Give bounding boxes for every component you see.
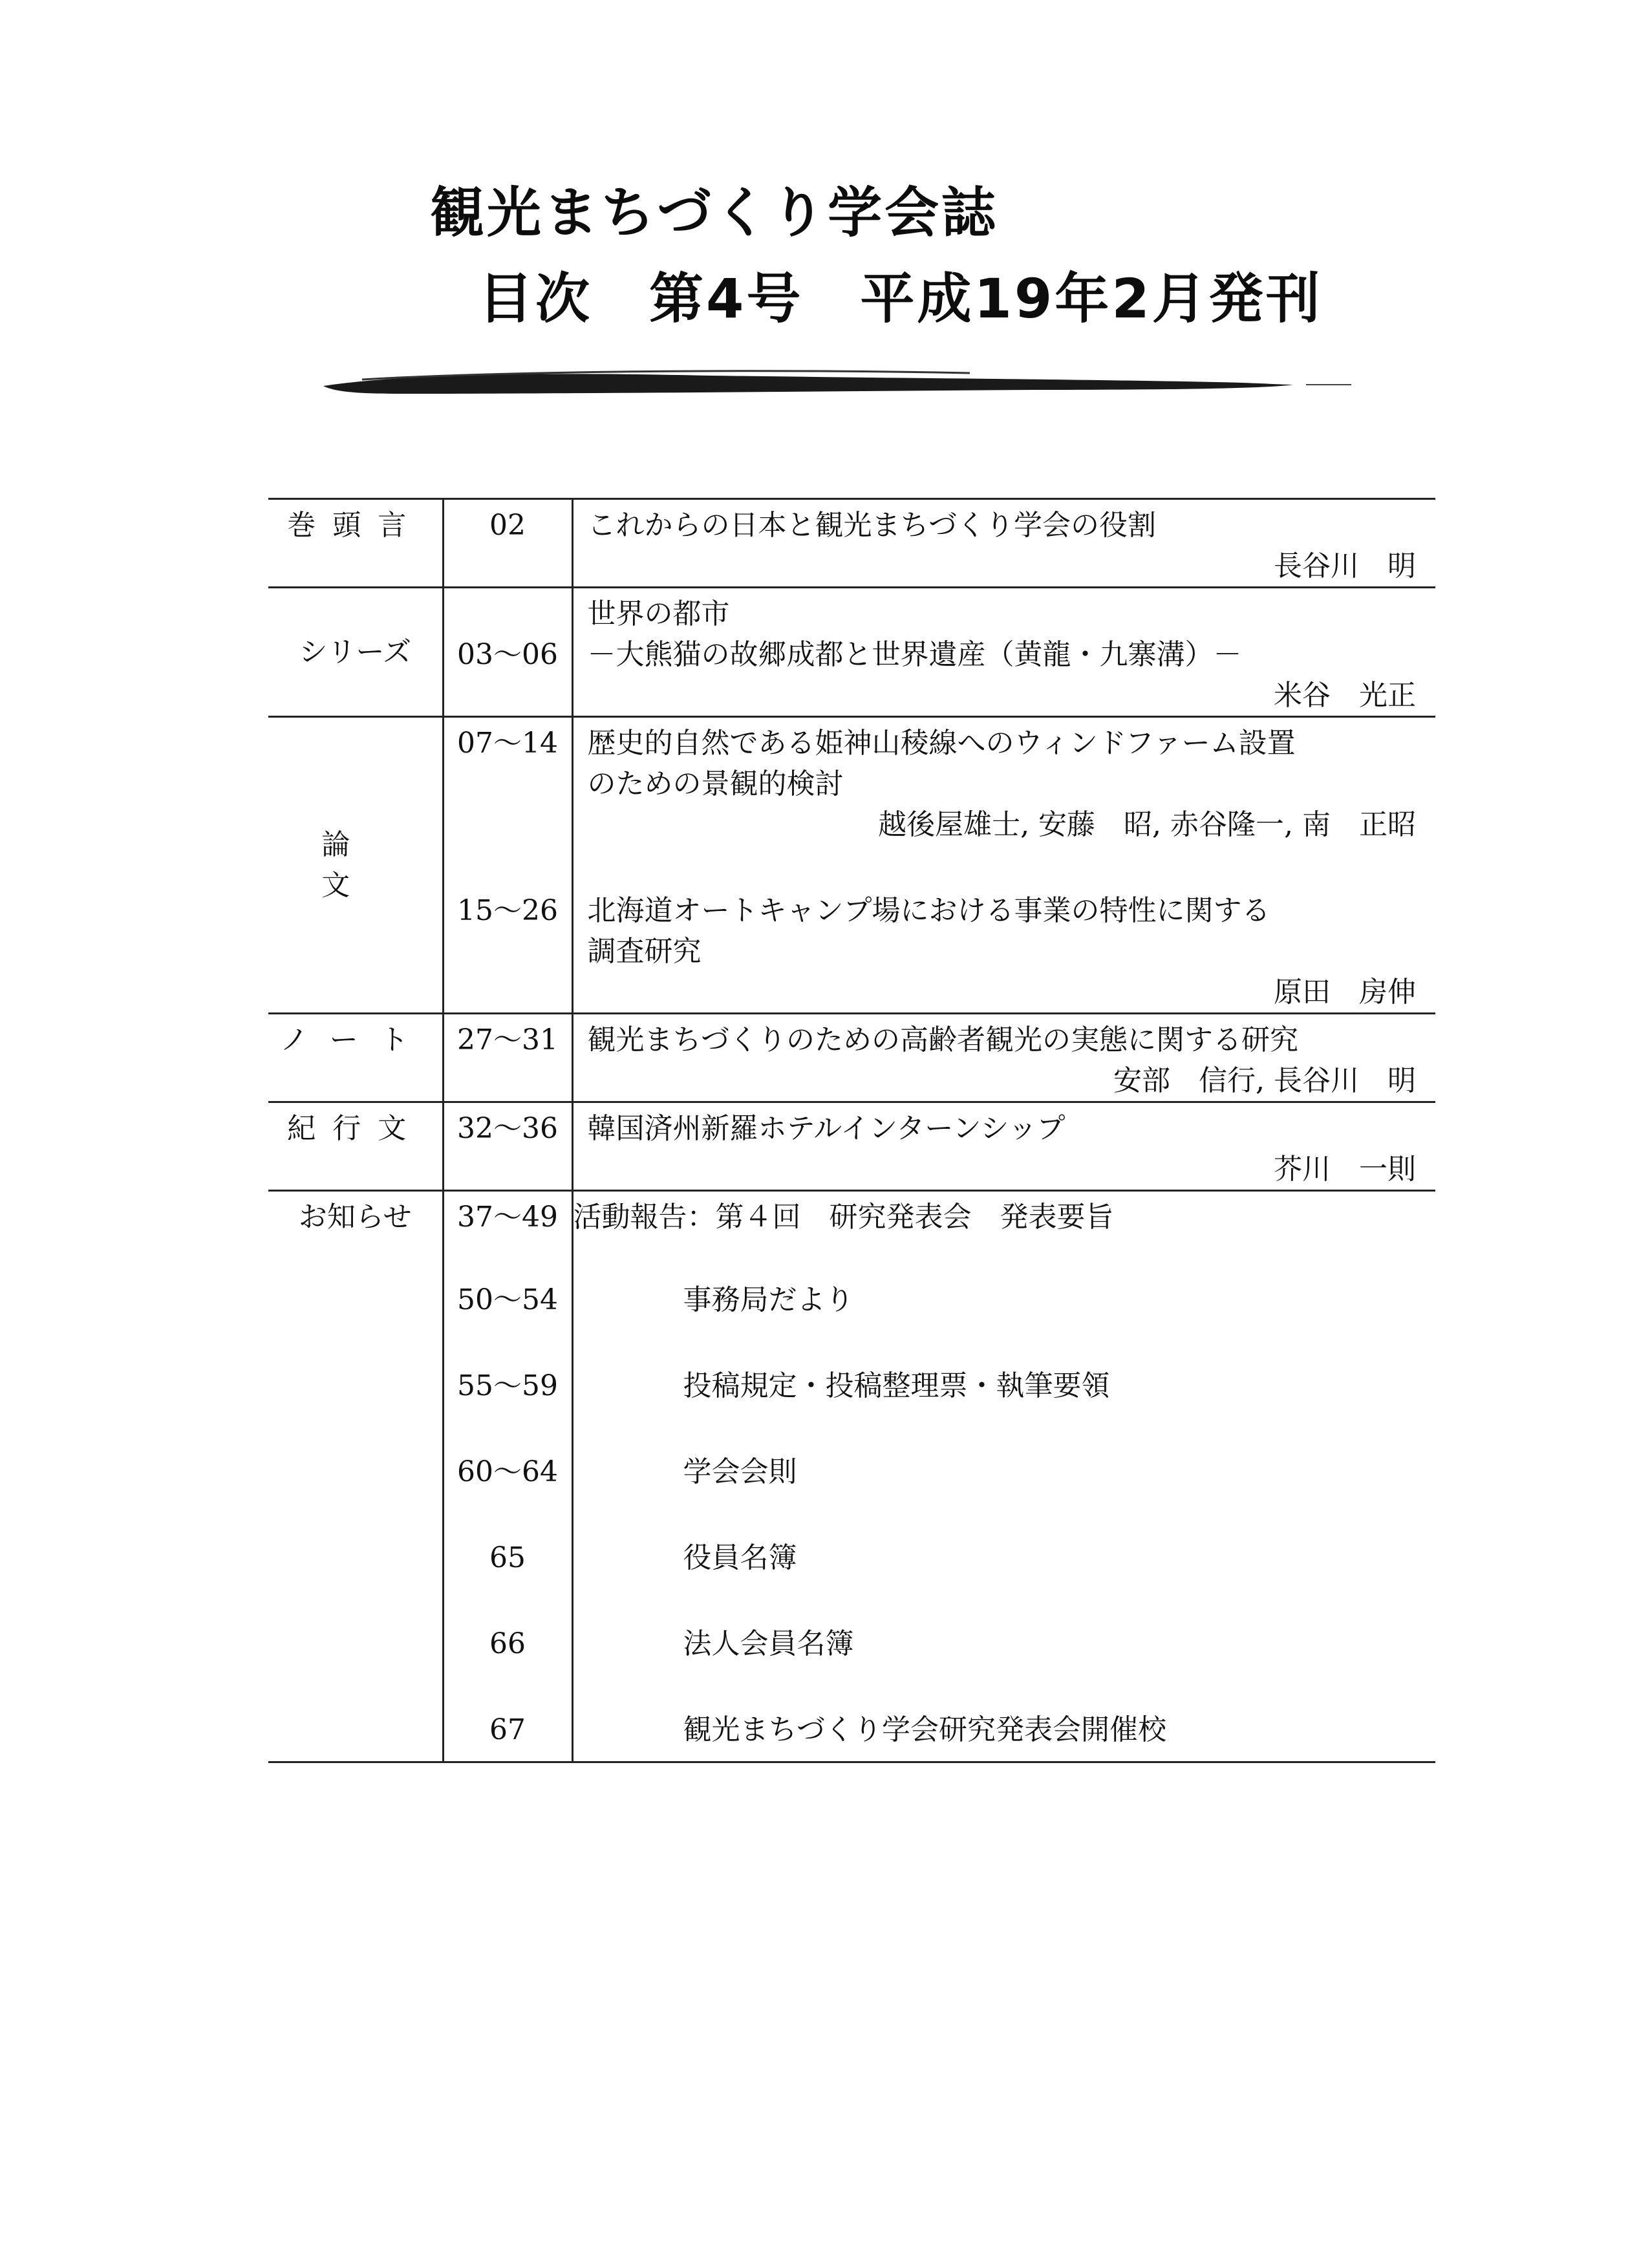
entry-title: 役員名簿 — [683, 1541, 797, 1574]
page-range: 27～31 — [443, 1014, 572, 1102]
entry-title: －大熊猫の故郷成都と世界遺産（黄龍・九寨溝）－ — [587, 638, 1242, 671]
toc-row — [268, 588, 1435, 717]
category-label: 紀行文 — [268, 1102, 443, 1191]
toc-row — [268, 845, 1435, 1014]
page-range: 65 — [443, 1532, 572, 1618]
toc-row — [268, 1102, 1435, 1191]
entry-title: 法人会員名簿 — [683, 1627, 854, 1660]
page-range: 15～26 — [443, 845, 572, 1014]
entry-authors: 芥川 一則 — [1274, 1153, 1416, 1186]
entry-authors: 原田 房伸 — [1274, 976, 1416, 1009]
entry-title: 調査研究 — [587, 935, 702, 968]
toc-row — [268, 1618, 1435, 1704]
entry-authors: 安部 信行, 長谷川 明 — [1113, 1064, 1416, 1097]
category-label: 巻頭言 — [268, 499, 443, 588]
entry-authors: 長谷川 明 — [1274, 550, 1416, 583]
toc-row — [268, 1360, 1435, 1446]
entry-title: 韓国済州新羅ホテルインターンシップ — [587, 1112, 1066, 1145]
entry-title: 投稿規定・投稿整理票・執筆要領 — [683, 1369, 1110, 1402]
page-range: 32～36 — [443, 1102, 572, 1191]
page-range: 37～49 — [443, 1191, 572, 1275]
entry-title: 北海道オートキャンプ場における事業の特性に関する — [587, 894, 1270, 927]
category-label: ノート — [268, 1014, 443, 1102]
toc-row — [268, 499, 1435, 588]
entry-title: 活動報告：第４回 研究発表会 発表要旨 — [573, 1201, 1114, 1234]
entry-title: これからの日本と観光まちづくり学会の役割 — [587, 509, 1157, 542]
entry-title: 観光まちづくり学会研究発表会開催校 — [683, 1713, 1167, 1746]
toc-row — [268, 1446, 1435, 1532]
entry-cell — [572, 1102, 1435, 1191]
entry-cell — [572, 1014, 1435, 1102]
page-range: 67 — [443, 1704, 572, 1762]
journal-title: 観光まちづくり学会誌 — [430, 181, 999, 244]
page-range: 07～14 — [443, 717, 572, 846]
toc-row — [268, 1014, 1435, 1102]
entry-cell — [572, 717, 1435, 846]
toc-row — [268, 717, 1435, 846]
toc-row — [268, 1191, 1435, 1275]
entry-title: 観光まちづくりのための高齢者観光の実態に関する研究 — [587, 1023, 1299, 1056]
entry-title: 世界の都市 — [587, 597, 730, 630]
brush-stroke-divider — [323, 365, 1358, 398]
page-range: 66 — [443, 1618, 572, 1704]
entry-authors: 越後屋雄士, 安藤 昭, 赤谷隆一, 南 正昭 — [878, 808, 1416, 841]
entry-cell — [572, 845, 1435, 1014]
entry-cell — [572, 588, 1435, 717]
page-range: 03～06 — [443, 588, 572, 717]
page-range: 55～59 — [443, 1360, 572, 1446]
page-range: 60～64 — [443, 1446, 572, 1532]
page-range: 50～54 — [443, 1274, 572, 1360]
entry-title: のための景観的検討 — [587, 767, 844, 800]
entry-authors: 米谷 光正 — [1274, 679, 1416, 712]
entry-title: 事務局だより — [683, 1283, 854, 1316]
entry-title: 歴史的自然である姫神山稜線へのウィンドファーム設置 — [587, 727, 1296, 760]
table-of-contents — [268, 498, 1435, 1763]
toc-row — [268, 1274, 1435, 1360]
category-label: お知らせ — [268, 1191, 443, 1762]
entry-cell — [572, 499, 1435, 588]
toc-row — [268, 1704, 1435, 1762]
issue-subtitle: 目次 第4号 平成19年2月発刊 — [478, 267, 1323, 330]
category-label: 論 文 — [268, 717, 443, 1014]
toc-row — [268, 1532, 1435, 1618]
page-range: 02 — [443, 499, 572, 588]
entry-title: 学会会則 — [683, 1455, 797, 1488]
category-label: シリーズ — [268, 588, 443, 717]
